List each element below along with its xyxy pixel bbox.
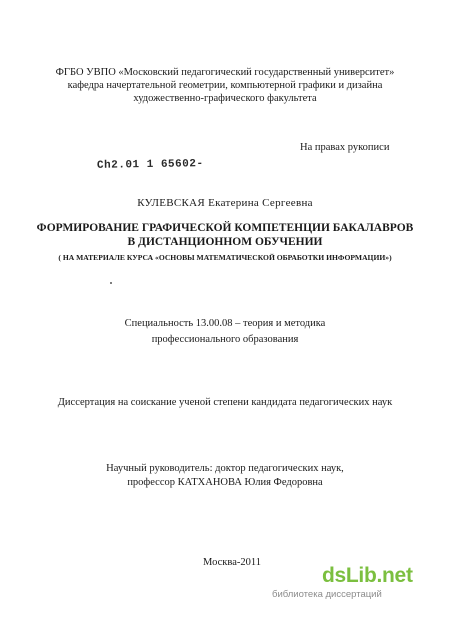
thesis-subtitle: ( НА МАТЕРИАЛЕ КУРСА «ОСНОВЫ МАТЕМАТИЧЕСКОЙ ОБРАБОТКИ ИНФОРМАЦИИ») [58,253,392,262]
faculty-name: художественно-графического факультета [133,93,317,104]
watermark [272,564,442,600]
university-name: ФГБО УВПО «Московский педагогический государственный университет» [55,67,395,78]
registration-stamp: Ch2.01 1 65602- [96,158,204,172]
specialty-line1: Специальность 13.00.08 – теория и методика [124,318,326,329]
watermark-logo: dsLib.net [322,564,413,587]
watermark-tagline: библиотека диссертаций [272,589,382,600]
specialty-line2: профессионального образования [151,334,299,345]
supervisor-line2: профессор КАТХАНОВА Юлия Федоровна [127,477,323,488]
thesis-title-line2: В ДИСТАНЦИОННОМ ОБУЧЕНИИ [127,236,323,248]
dissertation-statement: Диссертация на соискание ученой степени кандидата педагогических наук [57,397,393,408]
author-name: КУЛЕВСКАЯ Екатерина Сергеевна [137,197,313,209]
scan-speck [110,282,112,284]
thesis-title-line1: ФОРМИРОВАНИЕ ГРАФИЧЕСКОЙ КОМПЕТЕНЦИИ БАКАЛАВРОВ [36,222,414,234]
supervisor-line1: Научный руководитель: доктор педагогических наук, [106,463,344,474]
city-year: Москва-2011 [203,557,261,568]
manuscript-rights-note: На правах рукописи [300,142,390,153]
department-name: кафедра начертательной геометрии, компьютерной графики и дизайна [67,80,383,91]
